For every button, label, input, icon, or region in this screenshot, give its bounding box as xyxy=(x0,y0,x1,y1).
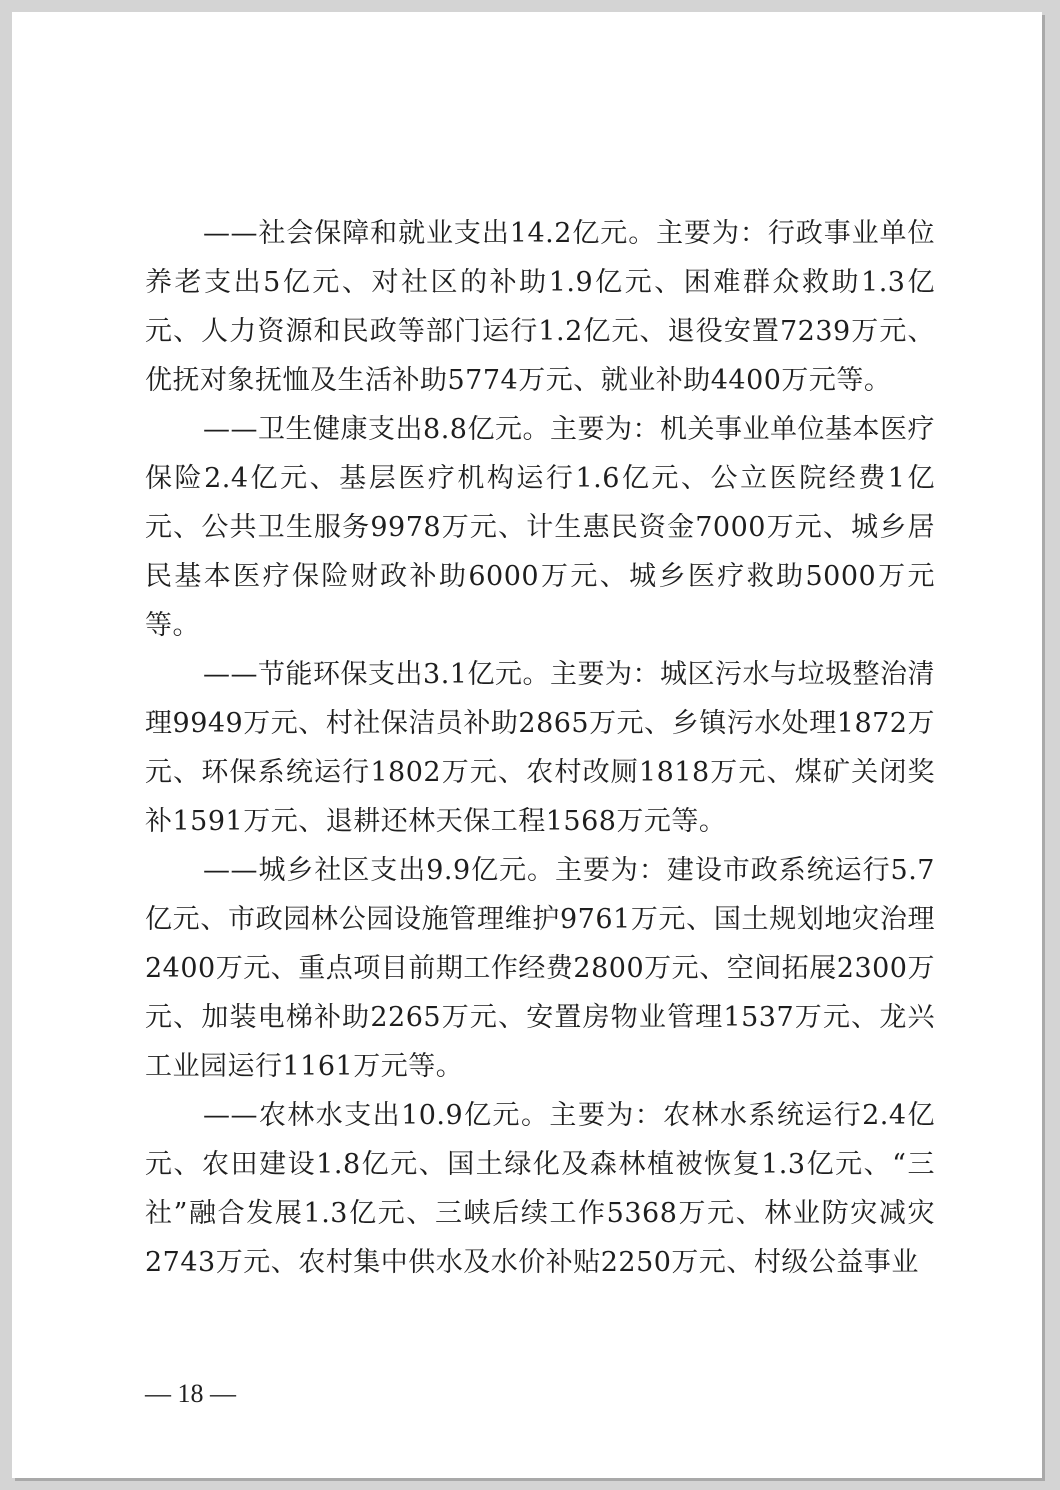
paragraph-urban-rural: ——城乡社区支出9.9亿元。主要为：建设市政系统运行5.7亿元、市政园林公园设施管理维护9761万元、国土规划地灾治理2400万元、重点项目前期工作经费2800万元、空间拓展2300万元、加装电梯补助2265万元、安置房物业管理1537万元、龙兴工业园运行1161万元等。 xyxy=(145,855,935,1082)
paragraph-health: ——卫生健康支出8.8亿元。主要为：机关事业单位基本医疗保险2.4亿元、基层医疗机构运行1.6亿元、公立医院经费1亿元、公共卫生服务9978万元、计生惠民资金7000万元、城乡居民基本医疗保险财政补助6000万元、城乡医疗救助5000万元等。 xyxy=(145,414,935,641)
paragraph-environment: ——节能环保支出3.1亿元。主要为：城区污水与垃圾整治清理9949万元、村社保洁员补助2865万元、乡镇污水处理1872万元、环保系统运行1802万元、农村改厕1818万元、煤矿关闭奖补1591万元、退耕还林天保工程1568万元等。 xyxy=(145,659,935,837)
paragraph-social-security: ——社会保障和就业支出14.2亿元。主要为：行政事业单位养老支出5亿元、对社区的补助1.9亿元、困难群众救助1.3亿元、人力资源和民政等部门运行1.2亿元、退役安置7239万元、优抚对象抚恤及生活补助5774万元、就业补助4400万元等。 xyxy=(145,218,935,396)
document-page xyxy=(12,12,1042,1478)
page-number: — 18 — xyxy=(145,1379,236,1408)
paragraph-agriculture: ——农林水支出10.9亿元。主要为：农林水系统运行2.4亿元、农田建设1.8亿元、国土绿化及森林植被恢复1.3亿元、“三社”融合发展1.3亿元、三峡后续工作5368万元、林业防灾减灾2743万元、农村集中供水及水价补贴2250万元、村级公益事业 xyxy=(145,1100,935,1278)
body-text xyxy=(145,209,935,1287)
